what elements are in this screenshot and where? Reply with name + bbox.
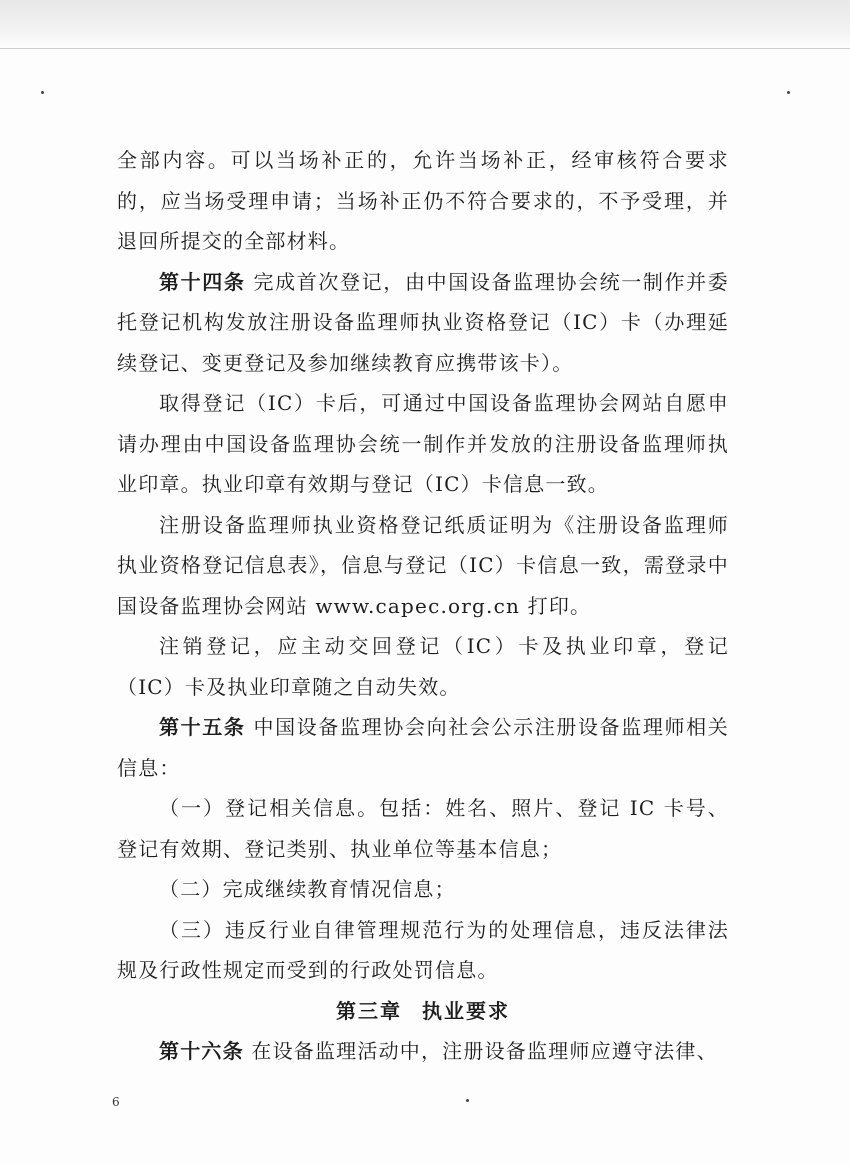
- chapter-title: 执业要求: [422, 998, 510, 1023]
- scan-speck: [466, 1099, 469, 1102]
- list-item: （三）违反行业自律管理规范行为的处理信息，违反法律法规及行政性规定而受到的行政处罚信息。: [117, 917, 729, 982]
- article-text: 完成首次登记，由中国设备监理协会统一制作并委托登记机构发放注册设备监理师执业资格登记（IC）卡（办理延续登记、变更登记及参加继续教育应携带该卡）。: [117, 269, 729, 375]
- article-title: 第十六条: [159, 1039, 244, 1063]
- paragraph: 注销登记，应主动交回登记（IC）卡及执业印章，登记（IC）卡及执业印章随之自动失效。: [117, 634, 729, 699]
- paragraph: 取得登记（IC）卡后，可通过中国设备监理协会网站自愿申请办理由中国设备监理协会统一制作并发放的注册设备监理师执业印章。执业印章有效期与登记（IC）卡信息一致。: [117, 391, 729, 496]
- page-number: 6: [112, 1095, 120, 1109]
- scan-speck: [787, 91, 790, 94]
- chapter-number: 第三章: [336, 998, 402, 1023]
- article-16: [117, 1031, 729, 1072]
- chapter-heading: [117, 991, 729, 1032]
- scan-speck: [41, 91, 44, 94]
- article-14: [117, 262, 729, 384]
- article-title: 第十五条: [159, 715, 246, 739]
- list-item: （一）登记相关信息。包括：姓名、照片、登记 IC 卡号、登记有效期、登记类别、执业单位等基本信息；: [117, 796, 729, 861]
- document-body: [117, 140, 729, 1072]
- scan-top-edge: [0, 0, 850, 49]
- paragraph: 注册设备监理师执业资格登记纸质证明为《注册设备监理师执业资格登记信息表》，信息与登记（IC）卡信息一致，需登录中国设备监理协会网站 www.capec.org.cn 打印。: [117, 512, 729, 618]
- article-title: 第十四条: [159, 269, 246, 294]
- paragraph: 全部内容。可以当场补正的，允许当场补正，经审核符合要求的，应当场受理申请；当场补正仍不符合要求的，不予受理，并退回所提交的全部材料。: [117, 148, 729, 253]
- article-15: [117, 707, 729, 788]
- article-text: 中国设备监理协会向社会公示注册设备监理师相关信息：: [117, 715, 729, 780]
- list-item: （二）完成继续教育情况信息；: [159, 877, 456, 901]
- article-text: 在设备监理活动中，注册设备监理师应遵守法律、: [243, 1039, 718, 1063]
